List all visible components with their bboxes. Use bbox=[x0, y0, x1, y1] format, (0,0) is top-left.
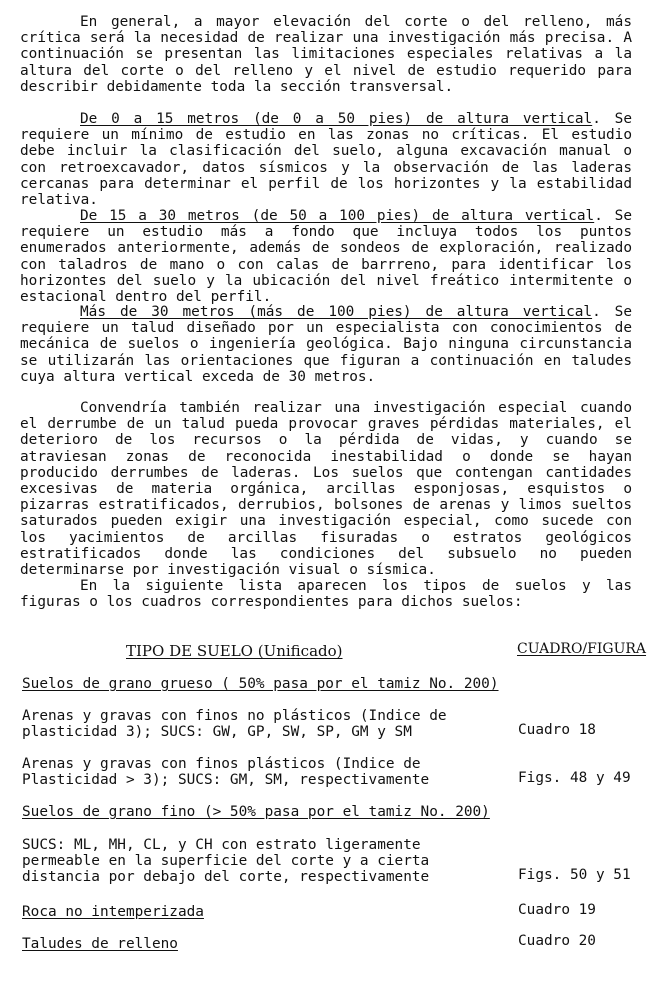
coarse-row1-text-line2: plasticidad 3); SUCS: GW, GP, SW, SP, GM y SM bbox=[22, 724, 412, 740]
coarse-row1-reference: Cuadro 18 bbox=[518, 722, 596, 738]
coarse-row2-text-line2: Plasticidad > 3); SUCS: GM, SM, respectivamente bbox=[22, 772, 430, 788]
height-over-30-paragraph: Más de 30 metros (más de 100 pies) de altura vertical. Se requiere un talud diseñado por un especialista con conocimientos de mecánica de suelos o ingeniería geológica. Bajo ninguna circunstancia se utilizarán las orientaciones que figuran a continuación en taludes cuya altura vertical exceda de 30 metros. bbox=[20, 304, 633, 385]
table-header-reference: CUADRO/FIGURA bbox=[517, 641, 647, 657]
fine-row-reference: Figs. 50 y 51 bbox=[518, 867, 631, 883]
list-intro-paragraph: En la siguiente lista aparecen los tipos de suelos y las figuras o los cuadros correspondientes para dichos suelos: bbox=[20, 578, 632, 611]
coarse-row2-reference: Figs. 48 y 49 bbox=[518, 770, 631, 786]
fine-row-text-line1: SUCS: ML, MH, CL, y CH con estrato ligeramente bbox=[22, 837, 421, 853]
fill-slopes-reference: Cuadro 20 bbox=[518, 933, 596, 949]
coarse-row2-text-line1: Arenas y gravas con finos plásticos (Indice de bbox=[22, 756, 421, 772]
fill-slopes-label: Taludes de relleno bbox=[22, 936, 178, 952]
table-header-soil-type: TIPO DE SUELO (Unificado) bbox=[126, 642, 343, 660]
height-0-15-paragraph: De 0 a 15 metros (de 0 a 50 pies) de altura vertical. Se requiere un mínimo de estudio en las zonas no críticas. El estudio debe incluir la clasificación del suelo, alguna excavación manual o con retroexcavador, datos sísmicos y la observación de las laderas cercanas para determinar el perfil de los horizontes y la estabilidad relativa. bbox=[20, 111, 632, 209]
height-15-30-paragraph: De 15 a 30 metros (de 50 a 100 pies) de altura vertical. Se requiere un estudio más a fondo que incluya todos los puntos enumerados anteriormente, además de sondeos de exploración, realizado con taladros de mano o con calas de barrreno, para identificar los horizontes del suelo y la ubicación del nivel freático intermitente o estacional dentro del perfil. bbox=[20, 208, 632, 306]
intro-paragraph: En general, a mayor elevación del corte o del relleno, más crítica será la necesidad de realizar una investigación más precisa. A continuación se presentan las limitaciones especiales relativas a la altura del corte o del relleno y el nivel de estudio requerido para describir debidamente toda la sección transversal. bbox=[20, 14, 632, 95]
height-over-30-heading: Más de 30 metros (más de 100 pies) de altura vertical bbox=[80, 304, 593, 320]
height-0-15-heading: De 0 a 15 metros (de 0 a 50 pies) de altura vertical bbox=[80, 111, 593, 127]
fine-row-text-line3: distancia por debajo del corte, respectivamente bbox=[22, 869, 430, 885]
coarse-row1-text-line1: Arenas y gravas con finos no plásticos (Indice de bbox=[22, 708, 447, 724]
fine-row-text-line2: permeable en la superficie del corte y a cierta bbox=[22, 853, 430, 869]
section-coarse-grain: Suelos de grano grueso ( 50% pasa por el tamiz No. 200) bbox=[22, 676, 499, 692]
rock-reference: Cuadro 19 bbox=[518, 902, 596, 918]
section-fine-grain: Suelos de grano fino (> 50% pasa por el tamiz No. 200) bbox=[22, 804, 490, 820]
special-investigation-paragraph: Convendría también realizar una investigación especial cuando el derrumbe de un talud pueda provocar graves pérdidas materiales, el deterioro de los recursos o la pérdida de vidas, y cuando se atraviesan zonas de reconocida inestabilidad o donde se hayan producido derrumbes de laderas. Los suelos que contengan cantidades excesivas de materia orgánica, arcillas esponjosas, esquistos o pizarras estratificados, derrubios, bolsones de arenas y limos sueltos saturados pueden exigir una investigación especial, como sucede con los yacimientos de arcillas fisuradas o estratos geológicos estratificados donde las condiciones del subsuelo no pueden determinarse por investigación visual o sísmica. bbox=[20, 400, 632, 579]
rock-label: Roca no intemperizada bbox=[22, 904, 204, 920]
height-15-30-heading: De 15 a 30 metros (de 50 a 100 pies) de altura vertical bbox=[80, 208, 595, 224]
